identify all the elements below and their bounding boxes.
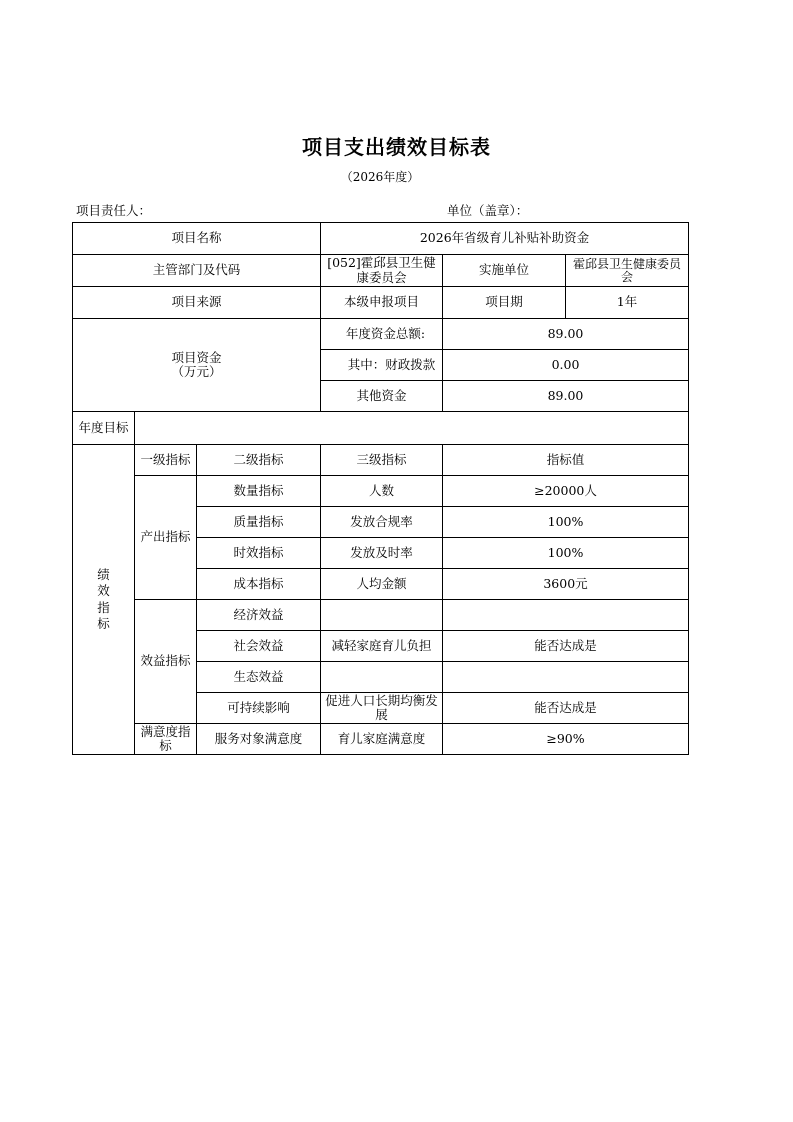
benefit-value: 能否达成是 — [443, 693, 689, 724]
benefit-value — [443, 600, 689, 631]
output-level3: 人均金额 — [321, 569, 443, 600]
project-source-label: 项目来源 — [73, 287, 321, 319]
project-name-row — [73, 223, 689, 255]
output-indicator-label: 产出指标 — [135, 476, 197, 600]
other-funds-value: 89.00 — [443, 381, 689, 412]
output-level2: 时效指标 — [197, 538, 321, 569]
performance-indicator-label — [73, 445, 135, 755]
implementing-unit-value: 霍邱县卫生健康委员会 — [566, 255, 689, 287]
output-level3: 发放合规率 — [321, 507, 443, 538]
output-level2: 成本指标 — [197, 569, 321, 600]
project-funds-label-line2: （万元） — [171, 364, 222, 379]
table-row — [73, 724, 689, 755]
department-value: [052]霍邱县卫生健康委员会 — [321, 255, 443, 287]
responsible-person-label: 项目责任人： — [76, 203, 152, 218]
benefit-level2: 经济效益 — [197, 600, 321, 631]
satisfaction-level2: 服务对象满意度 — [197, 724, 321, 755]
output-value: ≥20000人 — [443, 476, 689, 507]
benefit-value: 能否达成是 — [443, 631, 689, 662]
other-funds-label: 其他资金 — [321, 381, 443, 412]
benefit-level3 — [321, 600, 443, 631]
unit-seal-label: 单位（盖章）： — [447, 203, 529, 218]
level3-header: 三级指标 — [321, 445, 443, 476]
project-funds-label — [73, 319, 321, 412]
output-level2: 数量指标 — [197, 476, 321, 507]
project-funds-label-line1: 项目资金 — [171, 349, 222, 365]
total-funds-label: 年度资金总额: — [321, 319, 443, 350]
source-row — [73, 287, 689, 319]
table-row — [73, 476, 689, 507]
benefit-level2: 生态效益 — [197, 662, 321, 693]
total-funds-value: 89.00 — [443, 319, 689, 350]
project-name-label: 项目名称 — [73, 223, 321, 255]
performance-indicator-text: 绩效指标 — [97, 567, 110, 631]
project-name-value: 2026年省级育儿补贴补助资金 — [321, 223, 689, 255]
output-level3: 发放及时率 — [321, 538, 443, 569]
annual-goal-label: 年度目标 — [73, 412, 135, 445]
table-row — [73, 600, 689, 631]
page-title: 项目支出绩效目标表 — [302, 135, 491, 159]
benefit-level2: 可持续影响 — [197, 693, 321, 724]
project-period-label: 项目期 — [443, 287, 566, 319]
benefit-level2: 社会效益 — [197, 631, 321, 662]
annual-goal-row — [73, 412, 689, 445]
satisfaction-level3: 育儿家庭满意度 — [321, 724, 443, 755]
level1-header: 一级指标 — [135, 445, 197, 476]
output-value: 3600元 — [443, 569, 689, 600]
annual-goal-value — [135, 412, 689, 445]
output-value: 100% — [443, 538, 689, 569]
benefit-level3: 促进人口长期均衡发展 — [321, 693, 443, 724]
funds-total-row — [73, 319, 689, 350]
output-level3: 人数 — [321, 476, 443, 507]
perf-header-row — [73, 445, 689, 476]
year-note: （2026年度） — [340, 170, 420, 184]
benefit-value — [443, 662, 689, 693]
project-source-value: 本级申报项目 — [321, 287, 443, 319]
performance-target-table — [72, 222, 689, 755]
benefit-level3: 减轻家庭育儿负担 — [321, 631, 443, 662]
department-row — [73, 255, 689, 287]
indicator-value-header: 指标值 — [443, 445, 689, 476]
output-value: 100% — [443, 507, 689, 538]
project-period-value: 1年 — [566, 287, 689, 319]
satisfaction-indicator-label: 满意度指标 — [135, 724, 197, 755]
fiscal-funds-label: 其中：财政拨款 — [321, 350, 443, 381]
output-level2: 质量指标 — [197, 507, 321, 538]
satisfaction-value: ≥90% — [443, 724, 689, 755]
benefit-level3 — [321, 662, 443, 693]
department-label: 主管部门及代码 — [73, 255, 321, 287]
benefit-indicator-label: 效益指标 — [135, 600, 197, 724]
implementing-unit-label: 实施单位 — [443, 255, 566, 287]
fiscal-funds-value: 0.00 — [443, 350, 689, 381]
level2-header: 二级指标 — [197, 445, 321, 476]
